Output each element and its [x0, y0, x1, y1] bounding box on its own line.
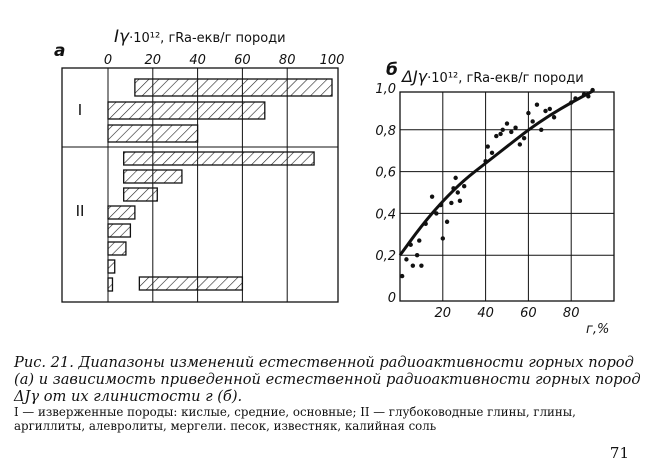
- page-number: 71: [609, 444, 629, 462]
- panel-b-data-point: [458, 199, 462, 203]
- panel-a-group-labels: [76, 101, 85, 220]
- panel-b-y-tick-label: 1,0: [375, 82, 396, 97]
- panel-b-data-point: [582, 92, 586, 96]
- panel-b-points: [400, 88, 595, 278]
- panel-b-data-point: [456, 190, 460, 194]
- panel-b-data-point: [509, 130, 513, 134]
- figure-caption: Рис. 21. Диапазоны изменений естественной радиоактивности горных пород (а) и зависимость приведенной естественной радиоактивности горных пород ΔJγ от их глинистости г (б).: [14, 354, 641, 405]
- panel-a-range-bar: [108, 278, 112, 291]
- panel-a-range-bar: [135, 79, 332, 96]
- panel-b-x-tick-label: 60: [520, 306, 537, 321]
- panel-a-tick-label: 60: [234, 53, 251, 68]
- panel-b-data-point: [411, 263, 415, 267]
- panel-b-data-point: [539, 128, 543, 132]
- panel-b-x-tick-label: 80: [562, 306, 580, 321]
- figure-legend-note: I — изверженные породы: кислые, средние, основные; II — глубоководные глины, глины, аргиллиты, алевролиты, мергели. песок, известняк, калийная соль: [14, 405, 576, 433]
- panel-b-data-point: [486, 144, 490, 148]
- panel-b-data-point: [535, 103, 539, 107]
- panel-a-bar-chart: [54, 27, 344, 302]
- panel-b-data-point: [445, 220, 449, 224]
- panel-a-letter: а: [54, 41, 66, 61]
- panel-a-tick-label: 0: [103, 53, 113, 68]
- panel-a-tick-label: 40: [189, 53, 206, 68]
- panel-a-range-bar: [139, 277, 242, 290]
- panel-b-data-point: [483, 159, 487, 163]
- panel-b-data-point: [573, 96, 577, 100]
- panel-a-range-bar: [108, 206, 135, 219]
- panel-b-data-point: [569, 100, 573, 104]
- panel-b-xlabel: г,%: [586, 322, 610, 337]
- panel-a-group-label: II: [75, 202, 85, 220]
- panel-a-range-bar: [108, 224, 130, 237]
- panel-b-x-tick-label: 40: [477, 306, 494, 321]
- panel-a-group-label: I: [77, 101, 83, 119]
- panel-a-bars: [108, 79, 332, 291]
- panel-b-data-point: [462, 184, 466, 188]
- panel-b-data-point: [552, 115, 556, 119]
- panel-b-tick-labels: [375, 82, 579, 321]
- panel-a-range-bar: [108, 242, 126, 255]
- panel-a-title: [114, 27, 286, 47]
- panel-a-range-bar: [108, 102, 265, 119]
- panel-a-range-bar: [124, 170, 182, 183]
- panel-b-y-tick-label: 0,4: [375, 207, 396, 223]
- panel-a-title-symbol: Iγ: [114, 27, 130, 47]
- panel-b-data-point: [548, 107, 552, 111]
- panel-a-range-bar: [108, 260, 115, 273]
- panel-b-data-point: [451, 186, 455, 190]
- panel-a-range-bar: [124, 152, 314, 165]
- panel-b-fit-curve: [400, 91, 593, 255]
- panel-b-data-point: [494, 134, 498, 138]
- panel-b-letter: б: [386, 60, 398, 80]
- panel-a-range-bar: [108, 125, 198, 142]
- panel-b-data-point: [404, 257, 408, 261]
- panel-b-data-point: [449, 201, 453, 205]
- panel-b-scatter-chart: [375, 60, 614, 337]
- panel-b-data-point: [441, 236, 445, 240]
- panel-b-data-point: [501, 128, 505, 132]
- panel-b-x-tick-label: 20: [434, 306, 452, 321]
- panel-b-data-point: [526, 111, 530, 115]
- panel-b-data-point: [513, 126, 517, 130]
- panel-b-title-symbol: ΔJγ: [402, 67, 428, 86]
- panel-b-data-point: [586, 94, 590, 98]
- panel-b-data-point: [419, 263, 423, 267]
- panel-b-title-unit: ·10¹², гRa-екв/г породи: [427, 71, 584, 86]
- panel-b-data-point: [400, 274, 404, 278]
- panel-b-data-point: [530, 119, 534, 123]
- panel-b-data-point: [490, 151, 494, 155]
- panel-b-data-point: [434, 211, 438, 215]
- panel-b-y-tick-label: 0,2: [375, 249, 396, 265]
- panel-a-range-bar: [124, 188, 158, 201]
- panel-b-y-tick-label: 0,8: [375, 123, 396, 139]
- panel-b-title: [400, 67, 584, 86]
- panel-a-tick-label: 80: [278, 53, 296, 68]
- panel-b-data-point: [505, 121, 509, 125]
- panel-b-data-point: [430, 194, 434, 198]
- panel-b-data-point: [543, 109, 547, 113]
- panel-b-data-point: [518, 142, 522, 146]
- panel-a-title-unit: ·10¹², гRa-екв/г породи: [129, 31, 286, 46]
- panel-b-data-point: [522, 136, 526, 140]
- panel-b-data-point: [438, 203, 442, 207]
- panel-b-data-point: [590, 88, 594, 92]
- panel-b-y-tick-label: 0,6: [375, 165, 396, 181]
- panel-b-data-point: [453, 176, 457, 180]
- panel-b-data-point: [498, 132, 502, 136]
- panel-a-tick-label: 20: [144, 53, 162, 68]
- panel-b-data-point: [423, 222, 427, 226]
- panel-a-tick-label: 100: [319, 53, 345, 68]
- panel-b-data-point: [415, 253, 419, 257]
- panel-b-data-point: [417, 238, 421, 242]
- panel-b-y-tick-label: 0: [387, 291, 396, 306]
- panel-b-data-point: [409, 243, 413, 247]
- panel-a-tick-labels: [104, 53, 345, 68]
